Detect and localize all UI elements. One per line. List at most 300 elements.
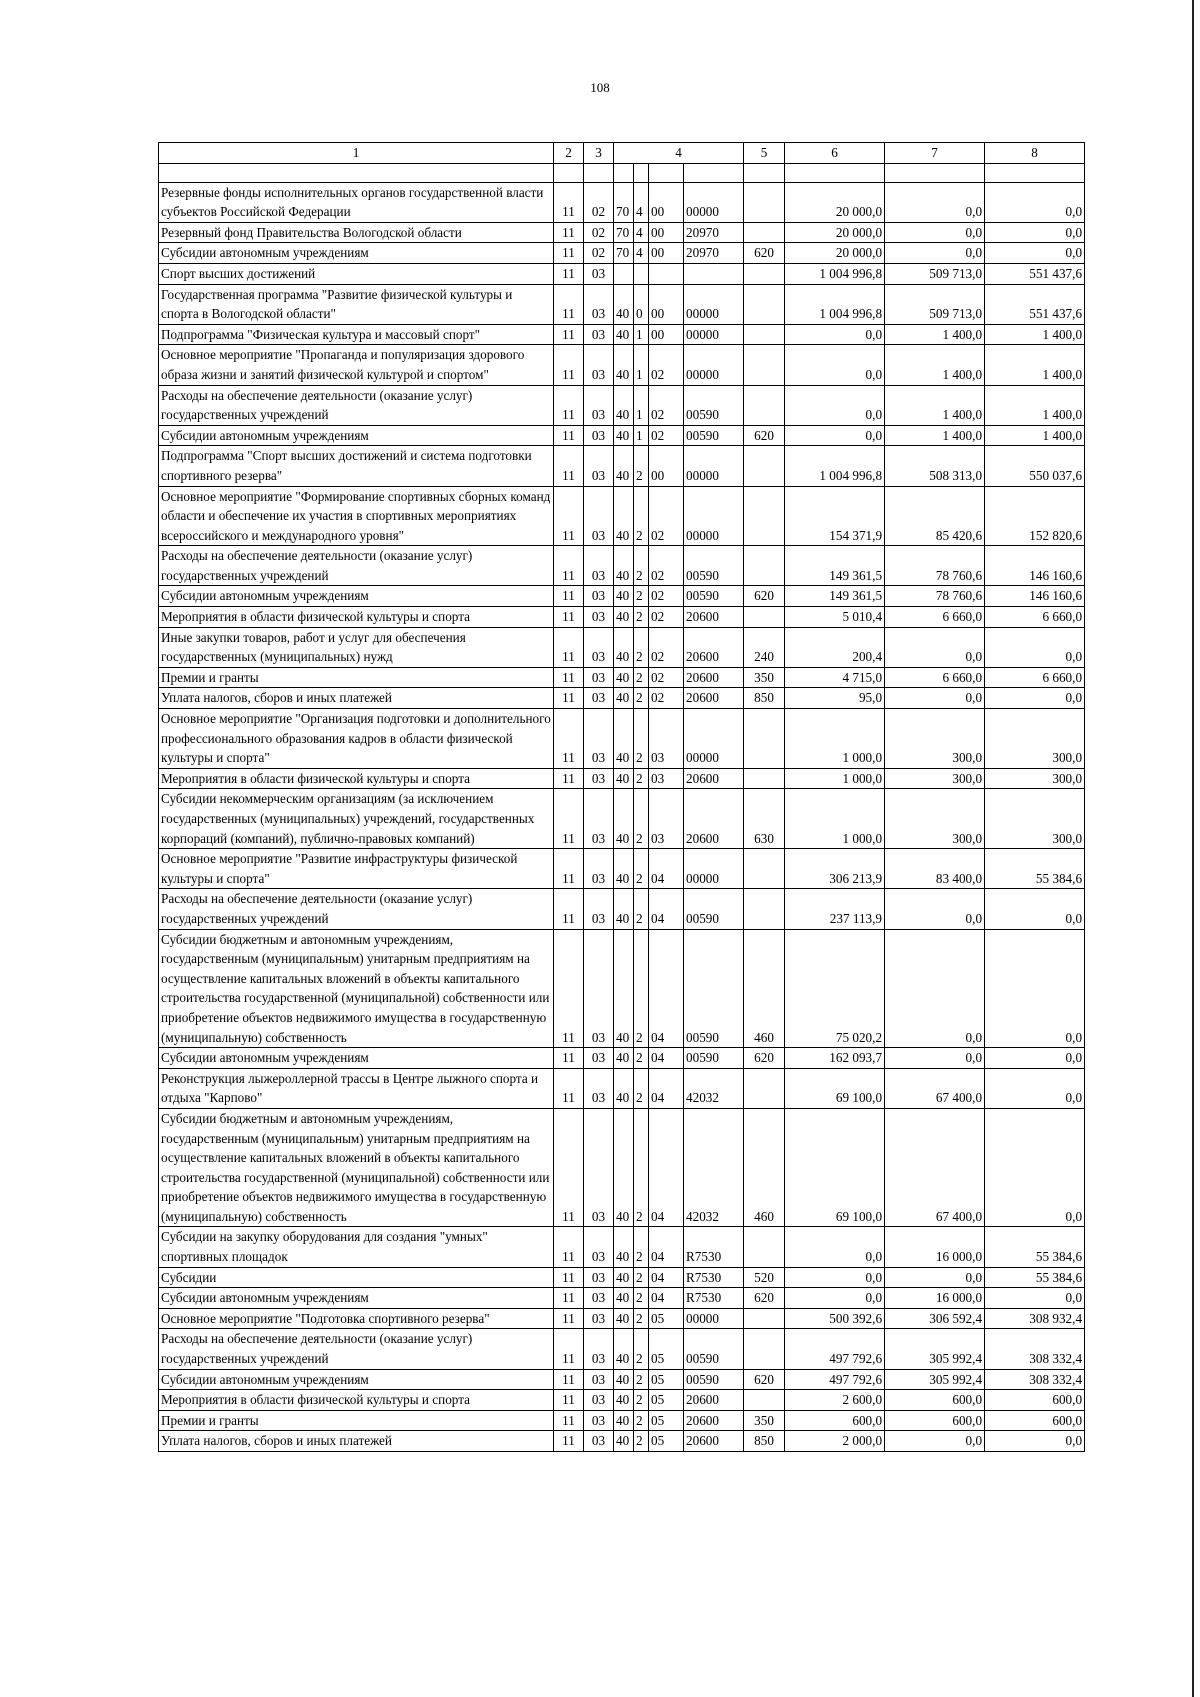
cell-section: 11 (554, 849, 584, 889)
cell-program: 40 (614, 345, 634, 385)
cell-amount-7: 305 992,4 (885, 1369, 985, 1390)
cell-direction: 00590 (684, 586, 744, 607)
cell-activity: 04 (649, 849, 684, 889)
cell-amount-7: 78 760,6 (885, 546, 985, 586)
cell-program: 40 (614, 1390, 634, 1411)
cell-subprogram: 4 (634, 182, 649, 222)
cell-activity: 02 (649, 546, 684, 586)
page-number: 108 (590, 80, 610, 95)
cell-amount-6 (785, 163, 885, 182)
cell-section: 11 (554, 243, 584, 264)
cell-activity: 04 (649, 1068, 684, 1108)
cell-amount-8: 55 384,6 (985, 1267, 1085, 1288)
cell-section: 11 (554, 385, 584, 425)
table-row (159, 182, 1085, 222)
cell-amount-6: 4 715,0 (785, 667, 885, 688)
cell-subprogram: 4 (634, 222, 649, 243)
cell-subsection: 03 (584, 1068, 614, 1108)
cell-amount-8: 0,0 (985, 929, 1085, 1048)
cell-program: 40 (614, 789, 634, 849)
column-header: 7 (885, 143, 985, 164)
cell-activity: 00 (649, 222, 684, 243)
cell-program: 40 (614, 709, 634, 769)
cell-amount-8: 0,0 (985, 889, 1085, 929)
cell-expense-type (744, 1308, 785, 1329)
cell-amount-7 (885, 163, 985, 182)
cell-program: 40 (614, 929, 634, 1048)
cell-subsection: 03 (584, 546, 614, 586)
cell-subsection: 03 (584, 1410, 614, 1431)
cell-amount-6: 75 020,2 (785, 929, 885, 1048)
cell-subsection: 03 (584, 929, 614, 1048)
cell-section: 11 (554, 345, 584, 385)
table-body (159, 163, 1085, 1451)
table-row (159, 243, 1085, 264)
cell-amount-7: 0,0 (885, 1431, 985, 1452)
cell-direction: 00000 (684, 849, 744, 889)
cell-program: 40 (614, 1431, 634, 1452)
cell-amount-8: 55 384,6 (985, 1227, 1085, 1267)
budget-table (158, 142, 1085, 1452)
cell-expense-type (744, 385, 785, 425)
cell-section: 11 (554, 324, 584, 345)
cell-amount-6: 0,0 (785, 1288, 885, 1309)
cell-section: 11 (554, 1308, 584, 1329)
cell-amount-8: 308 332,4 (985, 1369, 1085, 1390)
cell-subsection: 03 (584, 284, 614, 324)
cell-expense-type: 850 (744, 1431, 785, 1452)
cell-amount-7: 0,0 (885, 627, 985, 667)
cell-subprogram: 2 (634, 1267, 649, 1288)
cell-program: 40 (614, 1369, 634, 1390)
cell-subsection: 03 (584, 1048, 614, 1069)
row-name: Субсидии бюджетным и автономным учреждениям, государственным (муниципальным) унитарным предприятиям на осуществление капитальных вложений в объекты капитального строительства государственной (муниципальной) собственности или приобретение объектов недвижимого имущества в государственную (муниципальную) собственность (159, 1108, 554, 1227)
row-name: Субсидии автономным учреждениям (159, 1288, 554, 1309)
cell-program: 70 (614, 222, 634, 243)
cell-activity: 04 (649, 1048, 684, 1069)
cell-expense-type: 460 (744, 1108, 785, 1227)
cell-amount-7: 305 992,4 (885, 1329, 985, 1369)
cell-direction: 00590 (684, 425, 744, 446)
cell-section: 11 (554, 263, 584, 284)
cell-amount-8: 0,0 (985, 1431, 1085, 1452)
cell-subprogram: 2 (634, 1108, 649, 1227)
cell-program (614, 263, 634, 284)
cell-section: 11 (554, 546, 584, 586)
cell-program: 40 (614, 1108, 634, 1227)
cell-amount-8: 55 384,6 (985, 849, 1085, 889)
cell-amount-6: 497 792,6 (785, 1369, 885, 1390)
cell-subsection: 03 (584, 446, 614, 486)
cell-subsection: 03 (584, 1431, 614, 1452)
cell-subprogram (634, 163, 649, 182)
cell-direction: 20600 (684, 1410, 744, 1431)
cell-amount-6: 1 000,0 (785, 768, 885, 789)
cell-amount-8: 300,0 (985, 709, 1085, 769)
cell-amount-6: 149 361,5 (785, 586, 885, 607)
row-name: Основное мероприятие "Развитие инфраструктуры физической культуры и спорта" (159, 849, 554, 889)
cell-amount-8: 6 660,0 (985, 607, 1085, 628)
cell-amount-8: 0,0 (985, 243, 1085, 264)
table-row (159, 1431, 1085, 1452)
cell-direction: 00000 (684, 284, 744, 324)
cell-amount-7: 509 713,0 (885, 284, 985, 324)
cell-subsection: 02 (584, 222, 614, 243)
cell-direction (684, 163, 744, 182)
cell-program: 40 (614, 1329, 634, 1369)
column-header: 2 (554, 143, 584, 164)
cell-amount-7: 1 400,0 (885, 345, 985, 385)
cell-subsection: 03 (584, 1329, 614, 1369)
cell-direction: 20600 (684, 1390, 744, 1411)
table-row (159, 546, 1085, 586)
cell-amount-8: 0,0 (985, 1288, 1085, 1309)
column-header: 4 (614, 143, 744, 164)
cell-expense-type: 350 (744, 667, 785, 688)
cell-amount-6: 200,4 (785, 627, 885, 667)
cell-amount-7: 0,0 (885, 929, 985, 1048)
cell-direction: 20600 (684, 688, 744, 709)
cell-subprogram: 2 (634, 1390, 649, 1411)
cell-amount-7: 83 400,0 (885, 849, 985, 889)
cell-program: 70 (614, 182, 634, 222)
cell-subprogram: 2 (634, 1068, 649, 1108)
cell-amount-6: 69 100,0 (785, 1108, 885, 1227)
cell-program: 40 (614, 284, 634, 324)
cell-activity: 03 (649, 709, 684, 769)
cell-expense-type (744, 324, 785, 345)
cell-amount-7: 1 400,0 (885, 385, 985, 425)
cell-amount-7: 0,0 (885, 1048, 985, 1069)
cell-program: 40 (614, 1308, 634, 1329)
cell-amount-6: 20 000,0 (785, 243, 885, 264)
cell-expense-type: 620 (744, 243, 785, 264)
cell-subprogram: 2 (634, 688, 649, 709)
cell-expense-type: 850 (744, 688, 785, 709)
row-name: Резервный фонд Правительства Вологодской области (159, 222, 554, 243)
cell-subprogram: 1 (634, 425, 649, 446)
cell-amount-7: 300,0 (885, 789, 985, 849)
cell-amount-6: 600,0 (785, 1410, 885, 1431)
cell-expense-type (744, 709, 785, 769)
cell-amount-6: 20 000,0 (785, 222, 885, 243)
row-name: Мероприятия в области физической культуры и спорта (159, 607, 554, 628)
cell-subsection: 03 (584, 627, 614, 667)
cell-expense-type: 350 (744, 1410, 785, 1431)
column-header: 6 (785, 143, 885, 164)
cell-activity: 04 (649, 1108, 684, 1227)
cell-expense-type: 240 (744, 627, 785, 667)
cell-program: 40 (614, 1048, 634, 1069)
cell-subsection: 02 (584, 182, 614, 222)
table-row (159, 849, 1085, 889)
cell-activity: 03 (649, 789, 684, 849)
table-row (159, 425, 1085, 446)
cell-direction: 00000 (684, 345, 744, 385)
cell-direction: 00590 (684, 929, 744, 1048)
cell-amount-8: 600,0 (985, 1390, 1085, 1411)
cell-amount-6: 1 000,0 (785, 789, 885, 849)
cell-activity: 00 (649, 324, 684, 345)
table-row (159, 1048, 1085, 1069)
cell-direction: R7530 (684, 1288, 744, 1309)
table-row (159, 789, 1085, 849)
row-name: Иные закупки товаров, работ и услуг для обеспечения государственных (муниципальных) нужд (159, 627, 554, 667)
row-name: Государственная программа "Развитие физической культуры и спорта в Вологодской области" (159, 284, 554, 324)
header-row (159, 143, 1085, 164)
table-row (159, 607, 1085, 628)
cell-amount-8: 1 400,0 (985, 425, 1085, 446)
cell-section: 11 (554, 1267, 584, 1288)
table-row (159, 1308, 1085, 1329)
table-row (159, 222, 1085, 243)
cell-subprogram: 2 (634, 889, 649, 929)
cell-subprogram: 2 (634, 1288, 649, 1309)
cell-activity: 02 (649, 385, 684, 425)
cell-amount-8: 300,0 (985, 789, 1085, 849)
cell-amount-6: 500 392,6 (785, 1308, 885, 1329)
cell-activity: 02 (649, 688, 684, 709)
cell-section: 11 (554, 425, 584, 446)
cell-subprogram: 4 (634, 243, 649, 264)
cell-direction: R7530 (684, 1227, 744, 1267)
cell-expense-type (744, 345, 785, 385)
cell-amount-7: 300,0 (885, 709, 985, 769)
row-name: Уплата налогов, сборов и иных платежей (159, 688, 554, 709)
row-name: Основное мероприятие "Подготовка спортивного резерва" (159, 1308, 554, 1329)
cell-program: 40 (614, 627, 634, 667)
table-row (159, 385, 1085, 425)
row-name: Субсидии автономным учреждениям (159, 586, 554, 607)
cell-amount-8: 0,0 (985, 1048, 1085, 1069)
cell-subsection: 03 (584, 1288, 614, 1309)
cell-direction: 00590 (684, 1369, 744, 1390)
cell-direction: 00000 (684, 1308, 744, 1329)
cell-activity: 00 (649, 446, 684, 486)
cell-amount-7: 300,0 (885, 768, 985, 789)
cell-activity: 00 (649, 243, 684, 264)
cell-amount-6: 69 100,0 (785, 1068, 885, 1108)
cell-section: 11 (554, 284, 584, 324)
cell-subprogram: 2 (634, 486, 649, 546)
row-name: Основное мероприятие "Организация подготовки и дополнительного профессионального образования кадров в области физической культуры и спорта" (159, 709, 554, 769)
row-name: Субсидии (159, 1267, 554, 1288)
table-row (159, 1369, 1085, 1390)
cell-subprogram: 2 (634, 627, 649, 667)
cell-direction (684, 263, 744, 284)
cell-amount-6: 5 010,4 (785, 607, 885, 628)
cell-section: 11 (554, 1390, 584, 1411)
cell-program: 40 (614, 486, 634, 546)
cell-expense-type: 620 (744, 586, 785, 607)
table-row (159, 1068, 1085, 1108)
cell-amount-6: 1 004 996,8 (785, 263, 885, 284)
cell-section (554, 163, 584, 182)
row-name: Подпрограмма "Спорт высших достижений и система подготовки спортивного резерва" (159, 446, 554, 486)
cell-subsection: 03 (584, 789, 614, 849)
cell-amount-6: 0,0 (785, 425, 885, 446)
cell-amount-7: 16 000,0 (885, 1288, 985, 1309)
cell-activity: 04 (649, 889, 684, 929)
cell-subsection: 03 (584, 1369, 614, 1390)
table-row (159, 163, 1085, 182)
cell-activity: 02 (649, 607, 684, 628)
row-name: Спорт высших достижений (159, 263, 554, 284)
cell-expense-type (744, 1329, 785, 1369)
cell-expense-type: 620 (744, 425, 785, 446)
row-name: Субсидии некоммерческим организациям (за исключением государственных (муниципальных) учреждений, государственных корпораций (компаний), публично-правовых компаний) (159, 789, 554, 849)
table-row (159, 688, 1085, 709)
cell-amount-6: 1 004 996,8 (785, 446, 885, 486)
cell-section: 11 (554, 1410, 584, 1431)
cell-subsection: 03 (584, 324, 614, 345)
cell-amount-7: 67 400,0 (885, 1068, 985, 1108)
cell-activity: 04 (649, 1267, 684, 1288)
table-row (159, 263, 1085, 284)
cell-subsection: 03 (584, 1267, 614, 1288)
cell-amount-8: 1 400,0 (985, 345, 1085, 385)
table-row (159, 446, 1085, 486)
cell-direction: 00590 (684, 385, 744, 425)
cell-subsection: 03 (584, 607, 614, 628)
row-name: Основное мероприятие "Формирование спортивных сборных команд области и обеспечение их участия в спортивных мероприятиях всероссийского и международного уровня" (159, 486, 554, 546)
cell-section: 11 (554, 1108, 584, 1227)
cell-subprogram: 2 (634, 1369, 649, 1390)
cell-section: 11 (554, 929, 584, 1048)
cell-subprogram: 2 (634, 446, 649, 486)
cell-amount-6: 497 792,6 (785, 1329, 885, 1369)
cell-amount-6: 2 600,0 (785, 1390, 885, 1411)
cell-subprogram: 2 (634, 1048, 649, 1069)
cell-amount-7: 85 420,6 (885, 486, 985, 546)
cell-program: 40 (614, 324, 634, 345)
cell-activity: 03 (649, 768, 684, 789)
cell-section: 11 (554, 446, 584, 486)
cell-amount-7: 0,0 (885, 222, 985, 243)
cell-program: 70 (614, 243, 634, 264)
cell-amount-6: 0,0 (785, 324, 885, 345)
cell-activity: 02 (649, 345, 684, 385)
cell-activity: 02 (649, 667, 684, 688)
cell-amount-7: 0,0 (885, 1267, 985, 1288)
cell-activity: 00 (649, 182, 684, 222)
cell-expense-type (744, 222, 785, 243)
cell-amount-7: 0,0 (885, 688, 985, 709)
cell-amount-7: 600,0 (885, 1410, 985, 1431)
cell-direction: 00000 (684, 446, 744, 486)
table-row (159, 1227, 1085, 1267)
table-row (159, 324, 1085, 345)
cell-subprogram: 2 (634, 768, 649, 789)
cell-subsection: 03 (584, 768, 614, 789)
cell-amount-8: 146 160,6 (985, 546, 1085, 586)
table-row (159, 586, 1085, 607)
cell-expense-type: 520 (744, 1267, 785, 1288)
scan-edge-line (1192, 0, 1194, 1697)
cell-activity: 05 (649, 1431, 684, 1452)
cell-direction: 00000 (684, 324, 744, 345)
table-row (159, 1288, 1085, 1309)
cell-amount-8: 551 437,6 (985, 284, 1085, 324)
cell-expense-type: 620 (744, 1048, 785, 1069)
cell-amount-8: 6 660,0 (985, 667, 1085, 688)
cell-section: 11 (554, 586, 584, 607)
row-name: Субсидии автономным учреждениям (159, 243, 554, 264)
cell-amount-7: 306 592,4 (885, 1308, 985, 1329)
cell-program: 40 (614, 607, 634, 628)
table-row (159, 345, 1085, 385)
cell-section: 11 (554, 768, 584, 789)
row-name: Подпрограмма "Физическая культура и массовый спорт" (159, 324, 554, 345)
cell-activity: 05 (649, 1329, 684, 1369)
cell-program: 40 (614, 768, 634, 789)
cell-subsection (584, 163, 614, 182)
cell-subprogram: 2 (634, 789, 649, 849)
cell-section: 11 (554, 1227, 584, 1267)
cell-amount-6: 162 093,7 (785, 1048, 885, 1069)
table-row (159, 284, 1085, 324)
cell-amount-7: 0,0 (885, 889, 985, 929)
row-name: Мероприятия в области физической культуры и спорта (159, 1390, 554, 1411)
cell-amount-8: 0,0 (985, 182, 1085, 222)
cell-section: 11 (554, 789, 584, 849)
row-name: Мероприятия в области физической культуры и спорта (159, 768, 554, 789)
cell-program: 40 (614, 425, 634, 446)
cell-direction: 00000 (684, 182, 744, 222)
cell-activity: 04 (649, 1227, 684, 1267)
cell-subprogram: 2 (634, 1410, 649, 1431)
cell-expense-type (744, 486, 785, 546)
cell-subsection: 03 (584, 1108, 614, 1227)
cell-expense-type (744, 849, 785, 889)
row-name: Расходы на обеспечение деятельности (оказание услуг) государственных учреждений (159, 546, 554, 586)
cell-amount-7: 78 760,6 (885, 586, 985, 607)
row-name (159, 163, 554, 182)
cell-subsection: 03 (584, 1308, 614, 1329)
table-row (159, 1410, 1085, 1431)
cell-amount-6: 154 371,9 (785, 486, 885, 546)
cell-activity: 04 (649, 1288, 684, 1309)
cell-direction: 20600 (684, 667, 744, 688)
cell-expense-type (744, 163, 785, 182)
cell-subprogram: 1 (634, 385, 649, 425)
cell-section: 11 (554, 688, 584, 709)
cell-section: 11 (554, 222, 584, 243)
table-row (159, 1267, 1085, 1288)
cell-subsection: 03 (584, 1227, 614, 1267)
column-header: 8 (985, 143, 1085, 164)
cell-direction: R7530 (684, 1267, 744, 1288)
cell-section: 11 (554, 1329, 584, 1369)
cell-activity: 05 (649, 1410, 684, 1431)
cell-amount-6: 0,0 (785, 385, 885, 425)
cell-program (614, 163, 634, 182)
cell-subprogram: 2 (634, 586, 649, 607)
cell-amount-6: 0,0 (785, 1267, 885, 1288)
cell-expense-type (744, 1390, 785, 1411)
cell-direction: 20970 (684, 243, 744, 264)
cell-amount-8: 300,0 (985, 768, 1085, 789)
cell-activity: 02 (649, 627, 684, 667)
cell-amount-8: 1 400,0 (985, 324, 1085, 345)
cell-subprogram: 0 (634, 284, 649, 324)
cell-direction: 00590 (684, 889, 744, 929)
cell-amount-6: 95,0 (785, 688, 885, 709)
cell-program: 40 (614, 546, 634, 586)
cell-program: 40 (614, 1410, 634, 1431)
cell-subsection: 03 (584, 667, 614, 688)
cell-activity: 05 (649, 1308, 684, 1329)
